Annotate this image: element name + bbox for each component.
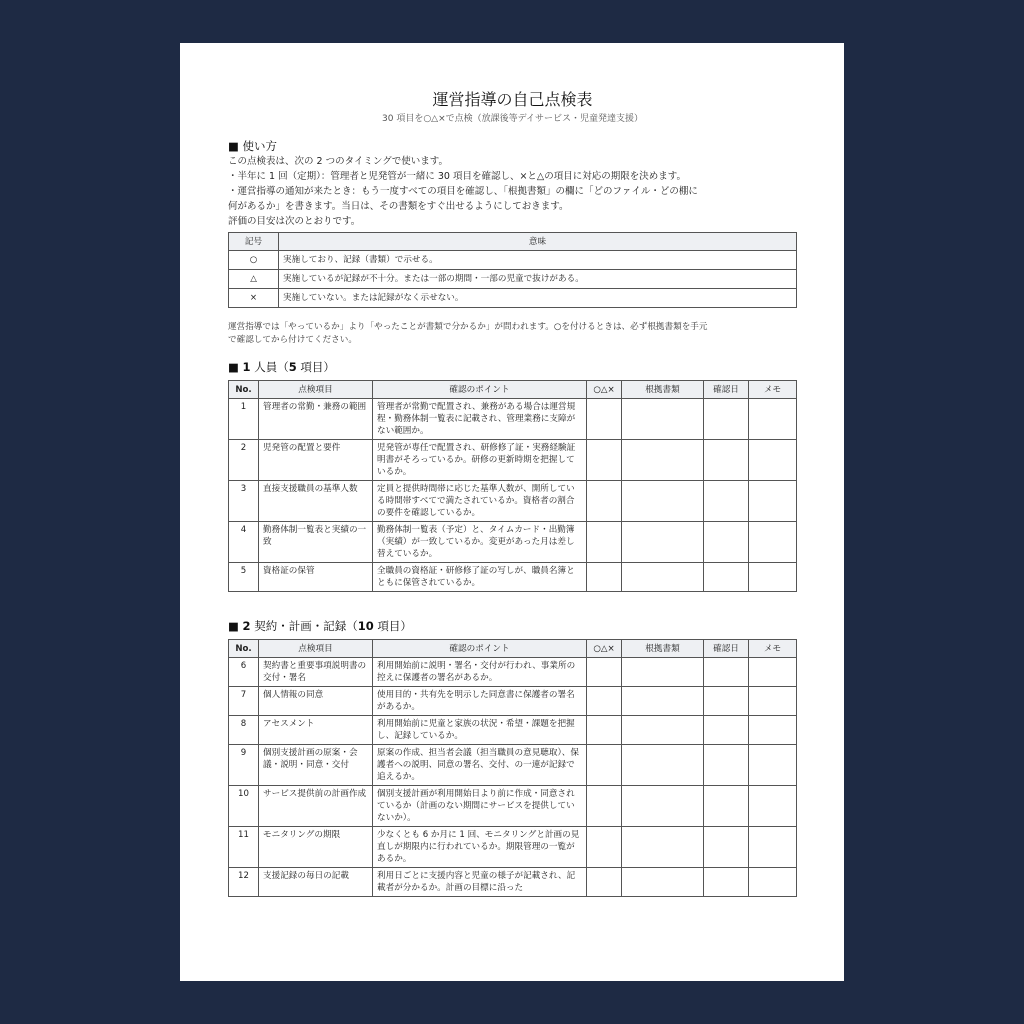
rating-cell[interactable] bbox=[587, 399, 622, 440]
memo-cell[interactable] bbox=[749, 563, 797, 592]
rating-cell[interactable] bbox=[587, 563, 622, 592]
date-cell[interactable] bbox=[704, 481, 749, 522]
table-row bbox=[229, 786, 797, 827]
table-row bbox=[229, 745, 797, 786]
evidence-cell[interactable] bbox=[622, 440, 704, 481]
legend-meaning: 実施しており、記録（書類）で示せる。 bbox=[279, 251, 797, 270]
usage-line: この点検表は、次の 2 つのタイミングで使います。 bbox=[228, 156, 448, 167]
evidence-cell[interactable] bbox=[622, 687, 704, 716]
row-item: 勤務体制一覧表と実績の一致 bbox=[259, 522, 373, 563]
rating-cell[interactable] bbox=[587, 522, 622, 563]
row-point: 少なくとも 6 か月に 1 回、モニタリングと計画の見直しが期限内に行われているか。期限管理の一覧があるか。 bbox=[373, 827, 587, 868]
legend-row bbox=[229, 251, 797, 270]
evidence-cell[interactable] bbox=[622, 399, 704, 440]
col-header-rating: ○△× bbox=[587, 640, 622, 658]
rating-cell[interactable] bbox=[587, 440, 622, 481]
section-marker: ■ bbox=[228, 619, 243, 633]
row-point: 原案の作成、担当者会議（担当職員の意見聴取）、保護者への説明、同意の署名、交付、の一連が記録で追えるか。 bbox=[373, 745, 587, 786]
row-no: 7 bbox=[229, 687, 259, 716]
table-row bbox=[229, 440, 797, 481]
row-no: 1 bbox=[229, 399, 259, 440]
row-point: 利用開始前に説明・署名・交付が行われ、事業所の控えに保護者の署名があるか。 bbox=[373, 658, 587, 687]
memo-cell[interactable] bbox=[749, 745, 797, 786]
row-item: 契約書と重要事項説明書の交付・署名 bbox=[259, 658, 373, 687]
section-count: 10 bbox=[357, 619, 374, 633]
row-item: アセスメント bbox=[259, 716, 373, 745]
date-cell[interactable] bbox=[704, 522, 749, 563]
legend-header-meaning: 意味 bbox=[279, 233, 797, 251]
evidence-cell[interactable] bbox=[622, 716, 704, 745]
rating-cell[interactable] bbox=[587, 687, 622, 716]
section-2-table bbox=[228, 639, 797, 897]
evidence-cell[interactable] bbox=[622, 786, 704, 827]
document-page bbox=[180, 43, 844, 981]
table-row bbox=[229, 563, 797, 592]
row-point: 全職員の資格証・研修修了証の写しが、職員名簿とともに保管されているか。 bbox=[373, 563, 587, 592]
col-header-rating: ○△× bbox=[587, 381, 622, 399]
rating-cell[interactable] bbox=[587, 745, 622, 786]
date-cell[interactable] bbox=[704, 687, 749, 716]
evidence-note bbox=[228, 321, 797, 347]
evidence-cell[interactable] bbox=[622, 827, 704, 868]
row-no: 6 bbox=[229, 658, 259, 687]
table-row bbox=[229, 716, 797, 745]
usage-line: ・半年に 1 回（定期）：管理者と児発管が一緒に 30 項目を確認し、×と△の項目に対応の期限を決めます。 bbox=[228, 171, 686, 182]
evidence-note-line: 運営指導では「やっているか」より「やったことが書類で分かるか」が問われます。○を付けるときは、必ず根拠書類を手元 bbox=[228, 322, 708, 332]
row-point: 個別支援計画が利用開始日より前に作成・同意されているか（計画のない期間にサービスを提供していないか）。 bbox=[373, 786, 587, 827]
date-cell[interactable] bbox=[704, 827, 749, 868]
section-number: 1 bbox=[242, 360, 251, 374]
usage-line: 何があるか」を書きます。当日は、その書類をすぐ出せるようにしておきます。 bbox=[228, 201, 569, 212]
row-point: 利用開始前に児童と家族の状況・希望・課題を把握し、記録しているか。 bbox=[373, 716, 587, 745]
row-point: 利用日ごとに支援内容と児童の様子が記載され、記載者が分かるか。計画の目標に沿った bbox=[373, 868, 587, 897]
row-item: 支援記録の毎日の記載 bbox=[259, 868, 373, 897]
table-row bbox=[229, 522, 797, 563]
legend-meaning: 実施していない。または記録がなく示せない。 bbox=[279, 289, 797, 308]
section-1-heading bbox=[228, 359, 797, 375]
row-no: 8 bbox=[229, 716, 259, 745]
row-item: 直接支援職員の基準人数 bbox=[259, 481, 373, 522]
col-header-point: 確認のポイント bbox=[373, 381, 587, 399]
memo-cell[interactable] bbox=[749, 481, 797, 522]
evidence-cell[interactable] bbox=[622, 481, 704, 522]
date-cell[interactable] bbox=[704, 658, 749, 687]
legend-symbol: × bbox=[229, 289, 279, 308]
col-header-memo: メモ bbox=[749, 640, 797, 658]
memo-cell[interactable] bbox=[749, 687, 797, 716]
document-subtitle: 30 項目を○△×で点検（放課後等デイサービス・児童発達支援） bbox=[382, 114, 643, 124]
legend-meaning: 実施しているが記録が不十分。または一部の期間・一部の児童で抜けがある。 bbox=[279, 270, 797, 289]
memo-cell[interactable] bbox=[749, 827, 797, 868]
legend-row bbox=[229, 289, 797, 308]
col-header-item: 点検項目 bbox=[259, 381, 373, 399]
table-row bbox=[229, 658, 797, 687]
section-marker: ■ bbox=[228, 360, 243, 374]
section-count: 5 bbox=[288, 360, 297, 374]
row-no: 2 bbox=[229, 440, 259, 481]
row-item: サービス提供前の計画作成 bbox=[259, 786, 373, 827]
date-cell[interactable] bbox=[704, 440, 749, 481]
section-suffix: 項目） bbox=[296, 360, 335, 374]
row-no: 3 bbox=[229, 481, 259, 522]
rating-cell[interactable] bbox=[587, 716, 622, 745]
legend-symbol: △ bbox=[229, 270, 279, 289]
row-item: 個別支援計画の原案・会議・説明・同意・交付 bbox=[259, 745, 373, 786]
memo-cell[interactable] bbox=[749, 716, 797, 745]
memo-cell[interactable] bbox=[749, 658, 797, 687]
row-point: 定員と提供時間帯に応じた基準人数が、開所している時間帯すべてで満たされているか。資格者の割合の要件を確認しているか。 bbox=[373, 481, 587, 522]
col-header-date: 確認日 bbox=[704, 640, 749, 658]
row-point: 使用目的・共有先を明示した同意書に保護者の署名があるか。 bbox=[373, 687, 587, 716]
col-header-no: No. bbox=[229, 381, 259, 399]
usage-line: ・運営指導の通知が来たとき：もう一度すべての項目を確認し、「根拠書類」の欄に「どのファイル・どの棚に bbox=[228, 186, 698, 197]
row-point: 管理者が常勤で配置され、兼務がある場合は運営規程・勤務体制一覧表に記載され、管理業務に支障がない範囲か。 bbox=[373, 399, 587, 440]
evidence-cell[interactable] bbox=[622, 563, 704, 592]
row-item: モニタリングの期限 bbox=[259, 827, 373, 868]
row-no: 4 bbox=[229, 522, 259, 563]
section-name: 人員（ bbox=[250, 360, 289, 374]
date-cell[interactable] bbox=[704, 716, 749, 745]
evidence-cell[interactable] bbox=[622, 745, 704, 786]
row-item: 管理者の常勤・兼務の範囲 bbox=[259, 399, 373, 440]
row-no: 10 bbox=[229, 786, 259, 827]
evidence-cell[interactable] bbox=[622, 522, 704, 563]
table-row bbox=[229, 481, 797, 522]
date-cell[interactable] bbox=[704, 399, 749, 440]
date-cell[interactable] bbox=[704, 745, 749, 786]
document-title: 運営指導の自己点検表 bbox=[432, 90, 593, 109]
usage-text bbox=[228, 154, 797, 229]
table-row bbox=[229, 868, 797, 897]
rating-cell[interactable] bbox=[587, 786, 622, 827]
legend-header-symbol: 記号 bbox=[229, 233, 279, 251]
legend-table bbox=[228, 232, 797, 308]
evidence-note-line: で確認してから付けてください。 bbox=[228, 335, 357, 345]
rating-cell[interactable] bbox=[587, 868, 622, 897]
date-cell[interactable] bbox=[704, 786, 749, 827]
row-item: 資格証の保管 bbox=[259, 563, 373, 592]
row-no: 12 bbox=[229, 868, 259, 897]
col-header-memo: メモ bbox=[749, 381, 797, 399]
legend-row bbox=[229, 270, 797, 289]
evidence-cell[interactable] bbox=[622, 868, 704, 897]
section-1-table bbox=[228, 380, 797, 592]
row-no: 9 bbox=[229, 745, 259, 786]
row-item: 個人情報の同意 bbox=[259, 687, 373, 716]
date-cell[interactable] bbox=[704, 563, 749, 592]
row-point: 児発管が専任で配置され、研修修了証・実務経験証明書がそろっているか。研修の更新時期を把握しているか。 bbox=[373, 440, 587, 481]
row-point: 勤務体制一覧表（予定）と、タイムカード・出勤簿（実績）が一致しているか。変更があった月は差し替えているか。 bbox=[373, 522, 587, 563]
table-row bbox=[229, 399, 797, 440]
row-no: 5 bbox=[229, 563, 259, 592]
table-row bbox=[229, 827, 797, 868]
date-cell[interactable] bbox=[704, 868, 749, 897]
col-header-evidence: 根拠書類 bbox=[622, 640, 704, 658]
row-no: 11 bbox=[229, 827, 259, 868]
memo-cell[interactable] bbox=[749, 399, 797, 440]
memo-cell[interactable] bbox=[749, 786, 797, 827]
section-name: 契約・計画・記録（ bbox=[250, 619, 358, 633]
col-header-no: No. bbox=[229, 640, 259, 658]
memo-cell[interactable] bbox=[749, 868, 797, 897]
col-header-point: 確認のポイント bbox=[373, 640, 587, 658]
table-row bbox=[229, 687, 797, 716]
usage-line: 評価の目安は次のとおりです。 bbox=[228, 216, 361, 227]
evidence-cell[interactable] bbox=[622, 658, 704, 687]
rating-cell[interactable] bbox=[587, 827, 622, 868]
section-number: 2 bbox=[242, 619, 251, 633]
rating-cell[interactable] bbox=[587, 658, 622, 687]
section-suffix: 項目） bbox=[373, 619, 412, 633]
memo-cell[interactable] bbox=[749, 522, 797, 563]
section-2-heading bbox=[228, 618, 797, 634]
col-header-item: 点検項目 bbox=[259, 640, 373, 658]
row-item: 児発管の配置と要件 bbox=[259, 440, 373, 481]
usage-heading: ■ 使い方 bbox=[228, 139, 278, 153]
legend-symbol: ○ bbox=[229, 251, 279, 270]
rating-cell[interactable] bbox=[587, 481, 622, 522]
memo-cell[interactable] bbox=[749, 440, 797, 481]
col-header-date: 確認日 bbox=[704, 381, 749, 399]
col-header-evidence: 根拠書類 bbox=[622, 381, 704, 399]
